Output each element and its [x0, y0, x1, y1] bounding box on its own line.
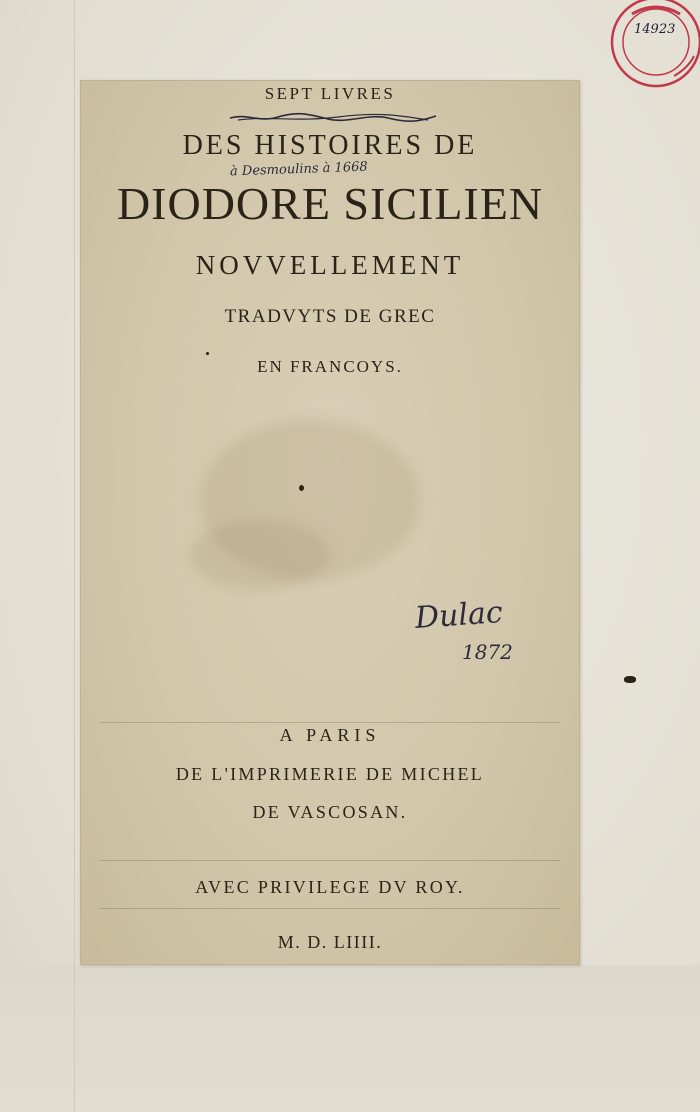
- mount-board-lower: [0, 965, 700, 1112]
- divider: [100, 722, 560, 723]
- imprint-printer: DE L'IMPRIMERIE DE MICHEL: [175, 764, 485, 784]
- stamp-circle-icon: [608, 0, 700, 90]
- divider: [100, 860, 560, 861]
- title-page: [80, 80, 580, 965]
- title-line-5: TRADVYTS DE GREC: [224, 306, 436, 327]
- title-line-2: DES HISTOIRES DE: [182, 130, 478, 161]
- library-stamp: [608, 0, 700, 90]
- stamp-number: 14923: [634, 22, 676, 37]
- divider: [100, 908, 560, 909]
- title-line-1: SEPT LIVRES: [264, 84, 396, 103]
- title-main: DIODORE SICILIEN: [116, 178, 544, 229]
- ink-spot: [206, 352, 209, 355]
- signature: Dulac: [413, 594, 504, 637]
- title-line-4: NOVVELLEMENT: [195, 250, 465, 280]
- imprint-city: A PARIS: [279, 725, 381, 745]
- signature-year: 1872: [462, 640, 513, 664]
- handwritten-note: à Desmoulins à 1668: [229, 159, 368, 180]
- crossed-out-inscription: [228, 112, 438, 124]
- publication-date: M. D. LIIII.: [277, 932, 383, 952]
- paper-stain: [190, 520, 330, 590]
- imprint-printer-name: DE VASCOSAN.: [252, 802, 408, 822]
- privilege-line: AVEC PRIVILEGE DV ROY.: [195, 877, 465, 897]
- board-ink-spot: [624, 676, 636, 683]
- ink-spot: [299, 485, 304, 491]
- title-line-6: EN FRANCOYS.: [257, 357, 403, 376]
- mount-edge: [74, 0, 75, 1112]
